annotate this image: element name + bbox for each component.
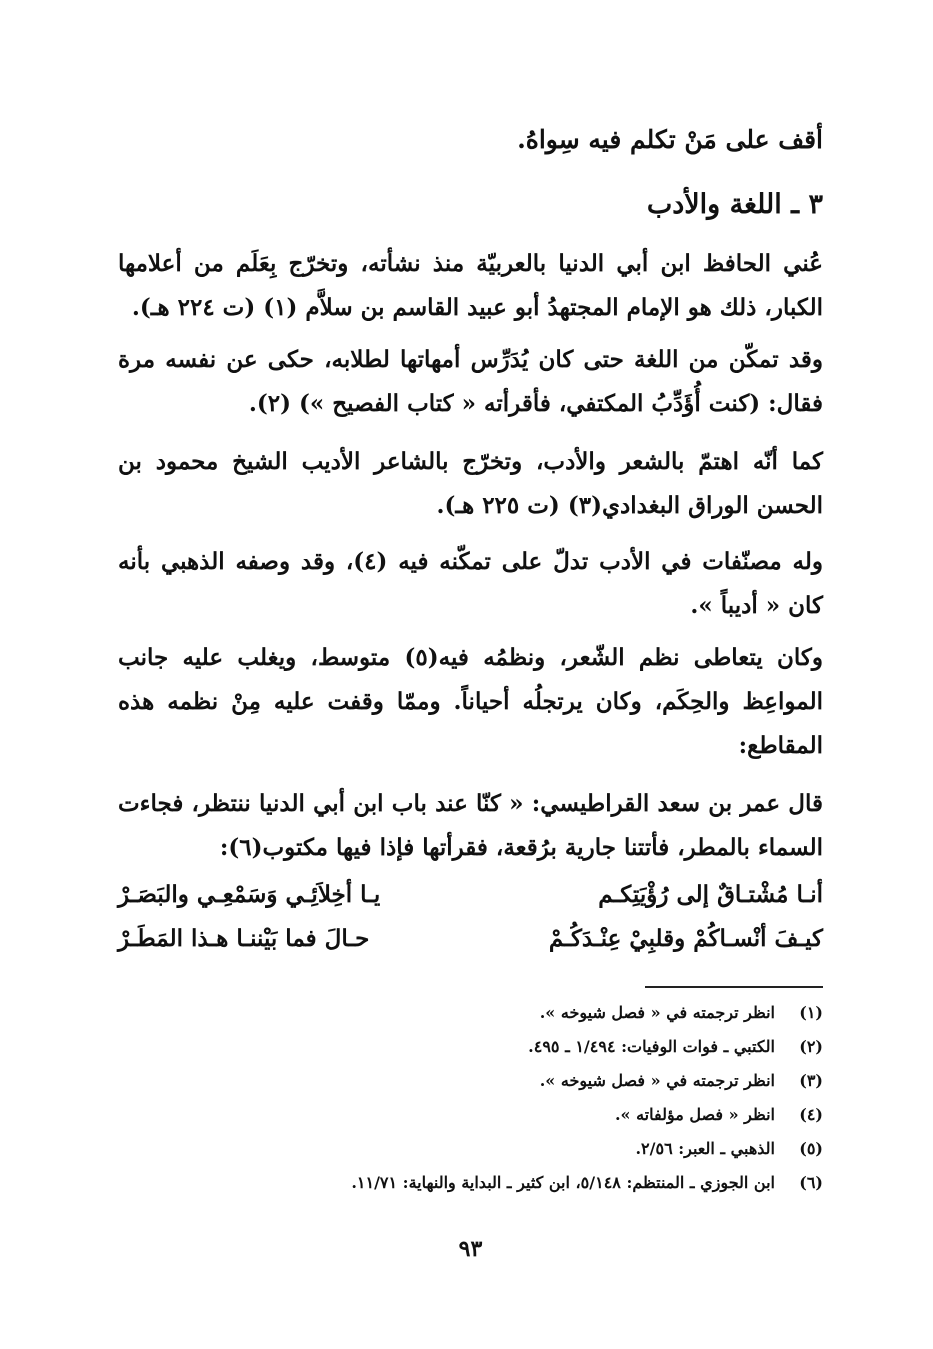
poem-hemistich: كيـفَ أنْسـاكُمْ وقلبِيْ عِنْـدَكُـمْ — [548, 925, 823, 952]
footnote-text: الذهبي ـ العبر: ٢/٥٦. — [635, 1139, 775, 1158]
footnote-text: انظر ترجمته في « فصل شيوخه ». — [539, 1071, 775, 1090]
footnote — [118, 1132, 823, 1166]
footnote — [118, 1166, 823, 1200]
paragraph-arabic-study: عُني الحافظ ابن أبي الدنيا بالعربيّة منذ نشأته، وتخرّج بِعَلَم من أعلامها الكبار، ذلك هو الإمام المجتهدُ أبو عبيد القاسم بن سلاَّم (١) (ت ٢٢٤ هـ). — [118, 250, 823, 321]
footnote-number: (٥) — [799, 1139, 823, 1158]
footnote-number: (٣) — [799, 1071, 823, 1090]
footnote-text: انظر ترجمته في « فصل شيوخه ». — [539, 1003, 775, 1022]
footnote — [118, 1030, 823, 1064]
document-page — [118, 0, 823, 1349]
footnote — [118, 1098, 823, 1132]
footnote-text: الكتبي ـ فوات الوفيات: ١/٤٩٤ ـ ٤٩٥. — [528, 1037, 775, 1056]
paragraph-poetry-literature: كما أنّه اهتمّ بالشعر والأدب، وتخرّج بالشاعر الأديب الشيخ محمود بن الحسن الوراق البغدادي(٣) (ت ٢٢٥ هـ). — [118, 448, 823, 519]
section-heading: ٣ ـ اللغة والأدب — [646, 189, 823, 220]
poem-hemistich: أنـا مُشْتـاقٌ إلى رُؤْيَتِكـم — [598, 881, 823, 908]
poem — [118, 873, 823, 961]
footnote — [118, 996, 823, 1030]
paragraph-anecdote: قال عمر بن سعد القراطيسي: « كنّا عند باب ابن أبي الدنيا ننتظر، فجاءت السماء بالمطر، فأتتنا جارية برُقعة، فقرأتها فإذا فيها مكتوب(٦): — [118, 790, 823, 861]
poem-verse — [118, 917, 823, 961]
footnote — [118, 1064, 823, 1098]
footnote-number: (٢) — [799, 1037, 823, 1056]
footnote-number: (٤) — [799, 1105, 823, 1124]
paragraph-language-teaching: وقد تمكّن من اللغة حتى كان يُدَرِّس أمهاتها لطلابه، حكى عن نفسه مرة فقال: (كنت أُؤَدِّبُ المكتفي، فأقرأته « كتاب الفصيح ») (٢). — [118, 346, 823, 417]
paragraph-verse-composition: وكان يتعاطى نظم الشّعر، ونظمُه فيه(٥) متوسط، ويغلب عليه جانب المواعِظ والحِكَم، وكان يرتجلُه أحياناً. وممّا وقفت عليه مِنْ نظمه هذه المقاطع: — [118, 644, 823, 759]
poem-verse — [118, 873, 823, 917]
poem-hemistich: يـا أخِلاَئِـي وَسَمْعِـي والبَصَـرْ — [118, 881, 381, 908]
footnote-text: ابن الجوزي ـ المنتظم: ٥/١٤٨، ابن كثير ـ البداية والنهاية: ١١/٧١. — [351, 1173, 775, 1192]
footnote-divider — [645, 986, 823, 988]
footnote-text: انظر « فصل مؤلفاته ». — [614, 1105, 775, 1124]
poem-hemistich: حـالَ فما بَيْننـا هـذا المَطَـرْ — [118, 925, 370, 952]
footnote-number: (١) — [799, 1003, 823, 1022]
page-number: ٩٣ — [458, 1236, 483, 1262]
paragraph-literary-works: وله مصنّفات في الأدب تدلّ على تمكّنه فيه (٤)، وقد وصفه الذهبي بأنه كان « أديباً ». — [118, 548, 824, 619]
lead-line: أقف على مَنْ تكلم فيه سِواهُ. — [517, 125, 823, 154]
footnote-number: (٦) — [799, 1173, 823, 1192]
footnotes — [118, 996, 823, 1200]
